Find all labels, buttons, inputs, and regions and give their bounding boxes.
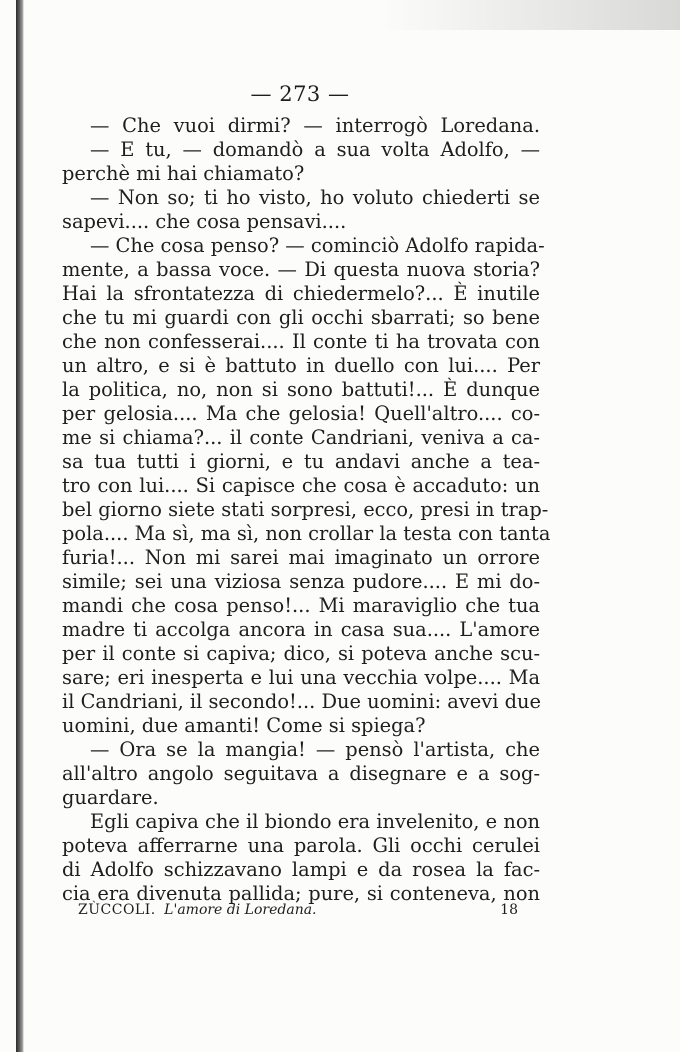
text-line: la politica, no, non si sono battuti!... È dunque xyxy=(62,378,540,401)
text-line: Egli capiva che il biondo era invelenito, e non xyxy=(90,810,540,833)
text-line: un altro, e si è battuto in duello con lui.... Per xyxy=(62,354,540,377)
text-line: poteva afferrarne una parola. Gli occhi cerulei xyxy=(62,834,540,857)
text-line: all'altro angolo seguitava a disegnare e a sog- xyxy=(62,762,540,785)
scan-noise xyxy=(380,0,680,30)
text-line: Hai la sfrontatezza di chiedermelo?... È inutile xyxy=(62,282,540,305)
text-line: — Che vuoi dirmi? — interrogò Loredana. xyxy=(90,114,540,137)
footer-author: ZÙCCOLI. xyxy=(78,902,156,918)
text-line: — Non so; ti ho visto, ho voluto chiederti se xyxy=(90,186,540,209)
text-line: pola.... Ma sì, ma sì, non crollar la testa con tanta xyxy=(62,522,551,545)
text-line: sa tua tutti i giorni, e tu andavi anche a tea- xyxy=(62,450,540,473)
text-line: guardare. xyxy=(62,786,159,809)
text-line: uomini, due amanti! Come si spiega? xyxy=(62,714,426,737)
text-line: bel giorno siete stati sorpresi, ecco, presi in trap- xyxy=(62,498,549,521)
text-line: che tu mi guardi con gli occhi sbarrati; so bene xyxy=(62,306,540,329)
text-line: che non confesserai.... Il conte ti ha trovata con xyxy=(62,330,540,353)
footer-title: L'amore di Loredana. xyxy=(164,902,317,918)
page-number: — 273 — xyxy=(250,82,350,106)
text-line: — Ora se la mangia! — pensò l'artista, che xyxy=(90,738,540,761)
text-line: simile; sei una viziosa senza pudore.... E mi do- xyxy=(62,570,540,593)
text-line: mandi che cosa penso!... Mi maraviglio che tua xyxy=(62,594,540,617)
text-line: madre ti accolga ancora in casa sua.... L'amore xyxy=(62,618,540,641)
text-line: perchè mi hai chiamato? xyxy=(62,162,305,185)
text-line: mente, a bassa voce. — Di questa nuova storia? xyxy=(62,258,540,281)
text-line: per il conte si capiva; dico, si poteva anche scu- xyxy=(62,642,540,665)
binding-shadow xyxy=(16,0,24,1052)
text-line: cia era divenuta pallida; pure, si conteneva, non xyxy=(62,882,540,905)
text-line: tro con lui.... Si capisce che cosa è accaduto: un xyxy=(62,474,540,497)
text-line: per gelosia.... Ma che gelosia! Quell'altro.... co- xyxy=(62,402,540,425)
text-line: — Che cosa penso? — cominciò Adolfo rapida- xyxy=(90,234,545,257)
text-line: furia!... Non mi sarei mai imaginato un orrore xyxy=(62,546,540,569)
text-line: il Candriani, il secondo!... Due uomini: avevi due xyxy=(62,690,541,713)
text-line: — E tu, — domandò a sua volta Adolfo, — xyxy=(90,138,540,161)
text-line: sare; eri inesperta e lui una vecchia volpe.... Ma xyxy=(62,666,540,689)
text-line: me si chiama?... il conte Candriani, veniva a ca- xyxy=(62,426,540,449)
body-text xyxy=(62,114,551,906)
page-footer xyxy=(78,902,518,918)
text-line: di Adolfo schizzavano lampi e da rosea la fac- xyxy=(62,858,540,881)
text-line: sapevi.... che cosa pensavi.... xyxy=(62,210,347,233)
signature-mark: 18 xyxy=(500,902,518,918)
